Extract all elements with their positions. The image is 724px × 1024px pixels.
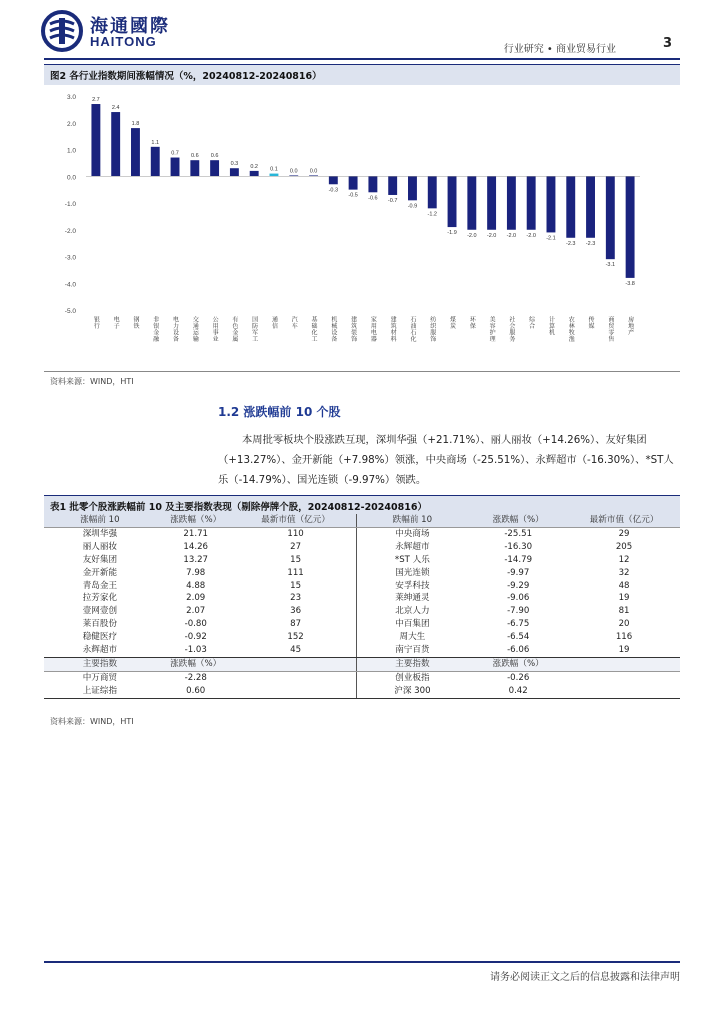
index-row-cell: 创业板指 — [395, 672, 430, 683]
index-header-row-cell: 涨跌幅（%） — [156, 657, 236, 671]
table-row-cell: 23 — [236, 592, 356, 605]
table-header-row-cell: 涨跌幅（%） — [468, 514, 568, 527]
table-header-row-cell: 最新市值（亿元） — [568, 514, 680, 527]
y-tick-label: -3.0 — [64, 254, 76, 262]
bar-value-label: 0.3 — [230, 161, 239, 168]
index-header-row-cell — [236, 657, 356, 671]
table-header-row-cell: 涨幅前 10 — [44, 514, 156, 527]
category-label: 基础化工 — [310, 316, 318, 342]
table-row-cell: 2.09 — [186, 593, 206, 604]
category-label: 汽车 — [290, 316, 298, 329]
logo-english-text: HAITONG — [90, 34, 157, 49]
index-row-cell: -2.28 — [184, 672, 207, 683]
table-row-cell: -14.79 — [504, 554, 533, 565]
header-divider — [44, 58, 680, 60]
index-header-row-cell — [568, 657, 680, 671]
bar — [210, 160, 219, 176]
table-header-row-cell: 涨跌幅（%） — [156, 514, 236, 527]
index-row-cell: 沪深 300 — [356, 685, 468, 698]
bar-value-label: -0.3 — [328, 187, 339, 194]
bar-value-label: -1.2 — [427, 211, 437, 218]
category-label: 煤炭 — [448, 316, 456, 329]
table-row — [44, 554, 680, 567]
bar-value-label: -0.7 — [387, 197, 398, 204]
page-number: 3 — [662, 36, 672, 51]
table-row-cell: 116 — [615, 632, 633, 643]
bar-value-label: -1.9 — [447, 230, 457, 237]
table-row-cell: 87 — [236, 618, 356, 631]
bar-value-label: 0.1 — [270, 166, 278, 173]
bar — [467, 176, 476, 230]
index-row-cell: 中万商贸 — [82, 672, 118, 683]
category-label: 建筑装饰 — [349, 316, 357, 342]
table-row — [44, 527, 680, 540]
bar — [131, 128, 140, 176]
table-row-cell: 110 — [236, 527, 356, 540]
bar-value-label: 1.8 — [131, 121, 140, 128]
category-label: 环保 — [468, 316, 476, 329]
table-row-cell: -0.92 — [184, 632, 207, 643]
section-paragraph: 本周批零板块个股涨跌互现，深圳华强（+21.71%）、丽人丽妆（+14.26%）、友好集团（+13.27%）、金开新能（+7.98%）领涨，中央商场（-25.51%）、永辉超市（-16.30%）、*ST人乐（-14.79%）、国光连锁（-9.97%）领跌。 — [218, 434, 674, 486]
category-label: 通信 — [270, 316, 278, 329]
table-row-cell: -1.03 — [156, 644, 236, 657]
bar — [171, 158, 180, 177]
table-row-cell: 205 — [615, 541, 633, 552]
category-label: 房地产 — [626, 316, 634, 336]
table-row-cell: 莱绅通灵 — [395, 593, 430, 604]
category-label: 计算机 — [547, 316, 555, 336]
chart-source: 资料来源：WIND，HTI — [50, 377, 134, 386]
table-row-cell: 152 — [236, 631, 356, 644]
table-row-cell: 永辉超市 — [395, 541, 430, 552]
table-row-cell: 36 — [236, 605, 356, 618]
index-row — [44, 671, 680, 684]
table-row-cell: 29 — [618, 528, 630, 539]
y-tick-label: 0.0 — [66, 174, 76, 182]
table-row-cell: 拉芳家化 — [82, 593, 118, 604]
bar — [111, 112, 120, 176]
category-label: 公用事业 — [211, 316, 219, 342]
table-row-cell: 安孚科技 — [395, 580, 430, 591]
table-row-cell: 丽人丽妆 — [82, 541, 118, 552]
bar-value-label: 1.1 — [151, 139, 160, 146]
table-row-cell: 7.98 — [186, 567, 206, 578]
table-row-cell: 中央商场 — [395, 528, 430, 539]
table-row-cell: 20 — [618, 619, 630, 630]
bar-value-label: -3.8 — [625, 280, 635, 287]
index-header-row — [44, 657, 680, 671]
table-row-cell: 友好集团 — [82, 554, 118, 565]
bar-value-label: -2.0 — [506, 232, 517, 239]
index-row-cell: -0.26 — [507, 672, 530, 683]
table-row-cell: 14.26 — [183, 541, 209, 552]
y-tick-label: -2.0 — [64, 227, 76, 235]
bar-value-label: 0.0 — [309, 168, 318, 175]
category-label: 石油石化 — [408, 316, 416, 342]
y-tick-label: -4.0 — [64, 281, 76, 289]
index-header-row-cell: 主要指数 — [356, 657, 468, 671]
table-header-row — [44, 514, 680, 527]
category-label: 农林牧渔 — [567, 316, 575, 342]
table-row-cell: 32 — [618, 567, 630, 578]
bar-value-label: -3.1 — [605, 262, 616, 269]
table-row-cell: 青岛金王 — [82, 580, 118, 591]
table-row-cell: 45 — [236, 644, 356, 657]
bar-value-label: -2.0 — [486, 232, 497, 239]
table-row-cell: 周大生 — [399, 632, 426, 643]
bar-value-label: 0.2 — [250, 163, 259, 170]
bar-value-label: -0.5 — [348, 192, 358, 199]
category-label: 钢铁 — [131, 316, 139, 329]
index-row-cell: 0.42 — [468, 685, 568, 698]
table-row — [44, 605, 680, 618]
category-label: 综合 — [527, 316, 535, 329]
category-label: 国防军工 — [250, 316, 258, 342]
table-row-cell: 21.71 — [183, 528, 209, 539]
bar — [626, 176, 635, 278]
table-row-cell: 111 — [236, 567, 356, 580]
table-row-cell: -16.30 — [504, 541, 533, 552]
table-row-cell: 81 — [618, 606, 630, 617]
category-label: 建筑材料 — [389, 316, 397, 342]
bar — [230, 168, 239, 176]
bar — [566, 176, 575, 238]
table-row-cell: -9.06 — [507, 593, 530, 604]
bar — [270, 174, 279, 177]
table-source: 资料来源：WIND，HTI — [50, 717, 134, 726]
index-row-cell — [568, 671, 680, 684]
index-row-cell — [236, 671, 356, 684]
category-label: 商贸零售 — [606, 316, 614, 342]
table-row-cell: 19 — [618, 593, 630, 604]
index-row-cell — [568, 685, 680, 698]
bar — [606, 176, 615, 259]
table-row — [44, 644, 680, 657]
category-label: 家用电器 — [369, 316, 377, 342]
table-row — [44, 541, 680, 554]
index-row-cell: 0.60 — [156, 685, 236, 698]
category-label: 电子 — [112, 316, 120, 329]
table-row-cell: -0.80 — [184, 619, 207, 630]
table-row-cell: 壹网壹创 — [82, 606, 118, 617]
table-row-cell: 金开新能 — [82, 567, 118, 578]
table-row-cell: -25.51 — [504, 528, 533, 539]
table-row-cell: 19 — [568, 644, 680, 657]
bar — [329, 176, 338, 184]
bar-value-label: -2.0 — [526, 232, 536, 239]
stock-performance-table — [44, 514, 680, 699]
bar — [151, 147, 160, 176]
bar-value-label: 2.4 — [111, 105, 120, 112]
category-label: 美容护理 — [488, 316, 496, 342]
bar — [408, 176, 417, 200]
category-label: 机械设备 — [329, 316, 337, 342]
y-tick-label: 3.0 — [66, 94, 76, 101]
table-row-cell: 4.88 — [186, 580, 206, 591]
table-title: 表1 批零个股涨跌幅前 10 及主要指数表现（剔除停牌个股，20240812-20240816） — [50, 502, 427, 513]
table-row-cell: 稳健医疗 — [82, 632, 118, 643]
table-row-cell: -6.54 — [507, 632, 530, 643]
table-row-cell: *ST 人乐 — [394, 554, 430, 565]
bar — [507, 176, 516, 230]
bar — [250, 171, 259, 176]
industry-bar-chart — [44, 86, 680, 372]
bar-value-label: -0.9 — [407, 203, 418, 210]
bar — [487, 176, 496, 230]
bar — [428, 176, 437, 208]
table-header-row-cell: 最新市值（亿元） — [236, 514, 356, 527]
table-row-cell: -6.75 — [507, 619, 530, 630]
chart-divider — [44, 371, 680, 372]
bar-value-label: 2.7 — [92, 97, 100, 104]
table-row-cell: 深圳华强 — [82, 528, 118, 539]
table-row-cell: -9.97 — [507, 567, 530, 578]
index-header-row-cell: 主要指数 — [44, 657, 156, 671]
y-tick-label: -1.0 — [64, 201, 76, 208]
bar-value-label: 0.7 — [171, 150, 179, 157]
table-row-cell: 15 — [236, 580, 356, 593]
table-row-cell: 48 — [618, 580, 630, 591]
table-row-cell: 中百集团 — [395, 619, 430, 630]
category-label: 社会服务 — [507, 316, 515, 342]
footer-divider — [44, 961, 680, 963]
logo-chinese-text: 海通國際 — [90, 16, 170, 37]
chart-title: 图2 各行业指数期间涨幅情况（%，20240812-20240816） — [50, 71, 322, 82]
bar-value-label: -2.0 — [467, 232, 477, 239]
header-category: 行业研究 • 商业贸易行业 — [503, 44, 616, 55]
category-label: 电力设备 — [171, 316, 179, 342]
bar — [527, 176, 536, 230]
bar — [91, 104, 100, 176]
table-row — [44, 580, 680, 593]
index-row — [44, 685, 680, 698]
index-header-row-cell: 涨跌幅（%） — [468, 657, 568, 671]
bar — [448, 176, 457, 227]
bar — [388, 176, 397, 195]
bar-value-label: 0.6 — [190, 153, 199, 160]
category-label: 银行 — [92, 316, 100, 329]
bar-value-label: -0.6 — [368, 195, 378, 202]
table-row — [44, 567, 680, 580]
y-tick-label: 2.0 — [66, 120, 76, 128]
table-row-cell: 2.07 — [186, 606, 206, 617]
table-row-cell: -9.29 — [507, 580, 530, 591]
table-row-cell: 南宁百货 — [356, 644, 468, 657]
table-row-cell: 13.27 — [183, 554, 209, 565]
bar-value-label: -2.3 — [566, 240, 576, 247]
table-row-cell: -6.06 — [468, 644, 568, 657]
bar — [368, 176, 377, 192]
section-heading: 1.2 涨跌幅前 10 个股 — [218, 405, 341, 419]
category-label: 有色金属 — [230, 316, 238, 342]
table-row-cell: 12 — [618, 554, 630, 565]
footer-disclaimer: 请务必阅读正文之后的信息披露和法律声明 — [490, 972, 680, 983]
table-row — [44, 631, 680, 644]
category-label: 非银金融 — [151, 316, 159, 342]
bar — [586, 176, 595, 238]
table-row — [44, 592, 680, 605]
index-row-cell: 上证综指 — [44, 685, 156, 698]
bar-value-label: -2.1 — [546, 235, 556, 242]
bar — [547, 176, 556, 232]
bar — [349, 176, 358, 189]
category-label: 传媒 — [587, 316, 595, 329]
table-row-cell: 北京人力 — [395, 606, 430, 617]
table-row-cell: 莱百股份 — [82, 619, 118, 630]
bar-value-label: -2.3 — [585, 240, 596, 247]
bar-value-label: 0.0 — [289, 168, 298, 175]
category-label: 交通运输 — [191, 316, 199, 342]
bar — [190, 160, 199, 176]
y-tick-label: -5.0 — [64, 308, 76, 315]
table-row-cell: 15 — [236, 554, 356, 567]
bar-value-label: 0.6 — [210, 153, 219, 160]
table-header-row-cell: 跌幅前 10 — [356, 514, 468, 527]
table-row-cell: 永辉超市 — [44, 644, 156, 657]
table-row — [44, 618, 680, 631]
table-row-cell: 国光连锁 — [395, 567, 430, 578]
category-label: 纺织服饰 — [428, 316, 436, 342]
table-row-cell: 27 — [236, 541, 356, 554]
index-row-cell — [236, 685, 356, 698]
y-tick-label: 1.0 — [66, 147, 76, 155]
table-row-cell: -7.90 — [507, 606, 530, 617]
